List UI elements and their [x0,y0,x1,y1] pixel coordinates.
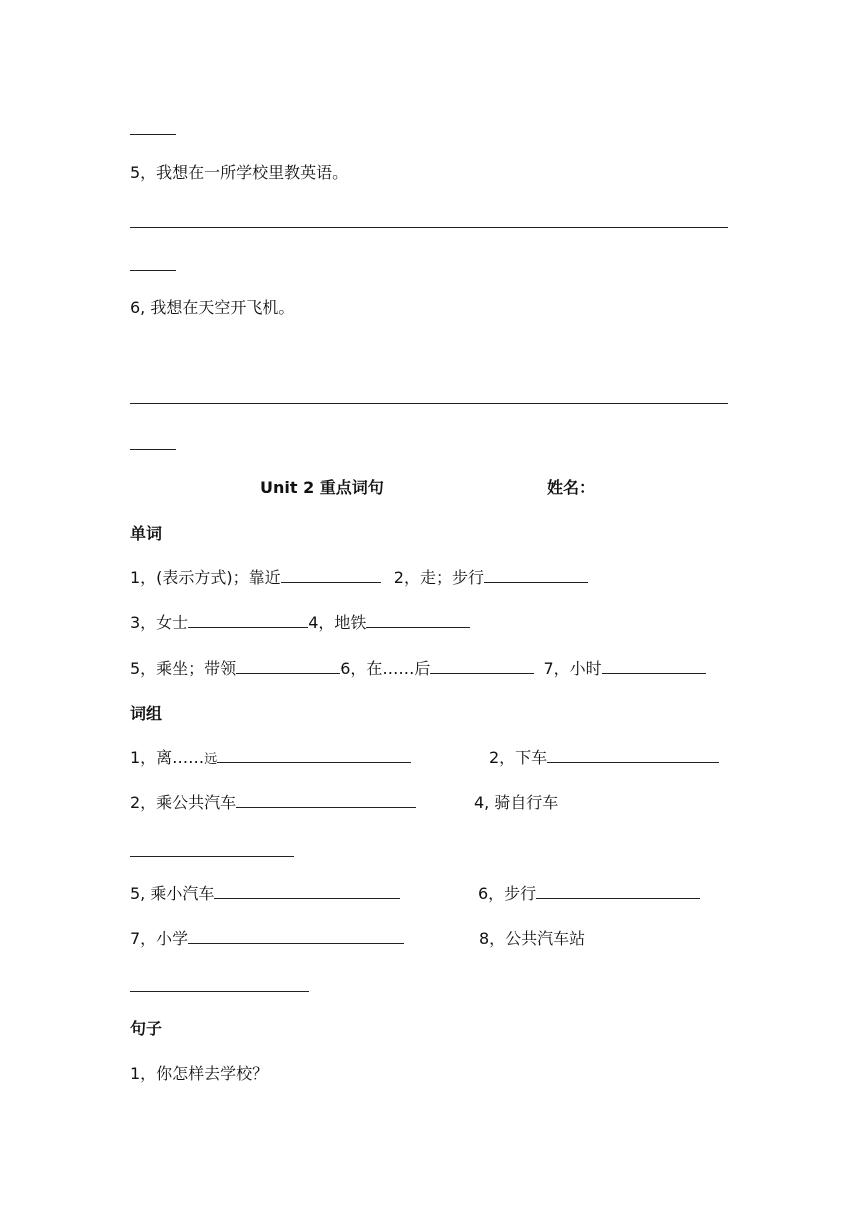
phrase-item: 2，下车 [489,748,719,768]
blank [281,568,381,583]
blank [366,613,470,628]
blank [430,659,534,674]
word-item: 3，女士 [130,613,189,632]
word-item: 7，小时 [543,659,602,678]
section-heading-words: 单词 [130,524,163,543]
sentence-item: 1，你怎样去学校？ [130,1064,269,1083]
word-row-3 [130,659,706,679]
blank [214,884,400,899]
answer-line-short [130,270,176,271]
blank [236,659,340,674]
blank [547,748,719,763]
word-item: 2，走；步行 [393,568,484,587]
answer-line [130,403,728,404]
phrase-item: 2，乘公共汽车 [130,793,416,813]
word-row-2 [130,613,470,633]
answer-line [130,227,728,228]
blank [217,748,411,763]
blank [188,929,404,944]
word-item: 5，乘坐；带领 [130,659,237,678]
blank [188,613,308,628]
word-item: 6，在……后 [340,659,431,678]
answer-line-short [130,449,176,450]
answer-line [130,991,309,992]
answer-line-short [130,134,176,135]
unit-title: Unit 2 重点词句 [260,478,384,497]
question-5: 5，我想在一所学校里教英语。 [130,163,349,182]
phrase-item: 1，离……远 [130,748,411,770]
blank [236,793,416,808]
phrase-item: 7，小学 [130,929,404,949]
phrase-item: 4, 骑自行车 [474,793,559,812]
blank [484,568,588,583]
section-heading-sentences: 句子 [130,1019,163,1038]
question-6: 6, 我想在天空开飞机。 [130,298,295,317]
section-heading-phrases: 词组 [130,704,163,723]
phrase-item: 8，公共汽车站 [479,929,586,948]
word-item: 4，地铁 [308,613,367,632]
blank [602,659,706,674]
word-item: 1，(表示方式)；靠近 [130,568,281,587]
word-row-1 [130,568,588,588]
blank [536,884,700,899]
answer-line [130,856,294,857]
phrase-item: 6，步行 [478,884,700,904]
phrase-item: 5, 乘小汽车 [130,884,400,904]
name-label: 姓名： [547,478,596,497]
